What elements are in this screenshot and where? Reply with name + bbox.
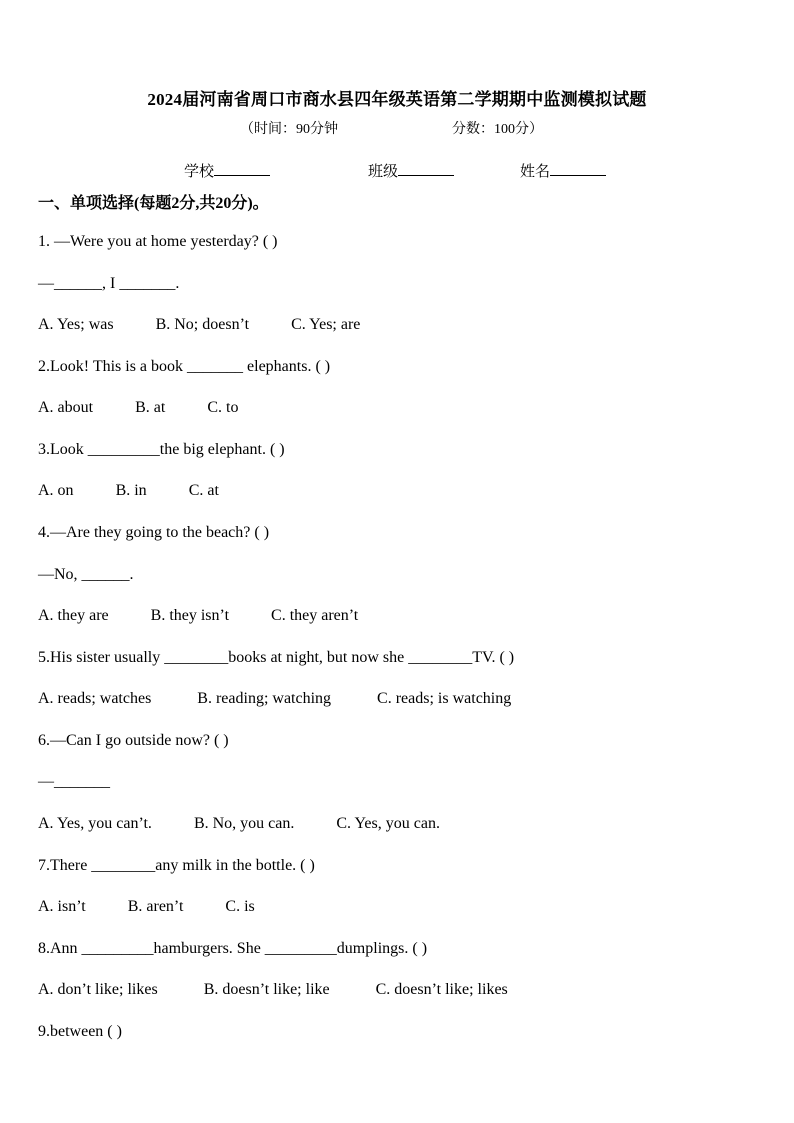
option-a: A. don’t like; likes <box>38 981 158 998</box>
option-c: C. doesn’t like; likes <box>375 981 508 998</box>
option-b: B. No; doesn’t <box>155 316 250 333</box>
option-c: C. Yes, you can. <box>336 815 440 832</box>
name-blank <box>550 161 606 176</box>
question-5-stem: 5.His sister usually ________books at night, but now she ________TV. ( ) <box>38 649 515 666</box>
question-8-options <box>38 981 550 999</box>
school-field <box>184 160 270 181</box>
question-5-options <box>38 690 553 708</box>
question-3-options <box>38 482 261 500</box>
question-1-answer-line: —______, I _______. <box>38 275 180 292</box>
question-4-answer-line: —No, ______. <box>38 566 134 583</box>
question-7-options <box>38 898 297 916</box>
option-c: C. is <box>225 898 255 915</box>
option-a: A. reads; watches <box>38 690 152 707</box>
option-c: C. they aren’t <box>271 607 359 624</box>
question-1-options <box>38 316 402 334</box>
option-a: A. Yes, you can’t. <box>38 815 152 832</box>
option-c: C. Yes; are <box>291 316 361 333</box>
question-1-stem: 1. —Were you at home yesterday? ( ) <box>38 233 278 250</box>
option-b: B. doesn’t like; like <box>203 981 330 998</box>
option-c: C. to <box>207 399 239 416</box>
option-b: B. aren’t <box>127 898 184 915</box>
class-field <box>368 160 454 181</box>
exam-score: 分数：100分） <box>452 122 543 137</box>
question-4-options <box>38 607 400 625</box>
option-c: C. reads; is watching <box>377 690 512 707</box>
school-blank <box>214 161 270 176</box>
option-b: B. at <box>135 399 166 416</box>
question-9-stem: 9.between ( ) <box>38 1023 122 1040</box>
option-a: A. about <box>38 399 94 416</box>
option-b: B. they isn’t <box>150 607 230 624</box>
question-4-stem: 4.—Are they going to the beach? ( ) <box>38 524 270 541</box>
section-heading: 一、单项选择(每题2分,共20分)。 <box>38 195 269 212</box>
option-b: B. reading; watching <box>197 690 332 707</box>
question-6-answer-line: —_______ <box>38 773 110 790</box>
option-b: B. No, you can. <box>193 815 295 832</box>
question-3-stem: 3.Look _________the big elephant. ( ) <box>38 441 285 458</box>
name-field <box>520 160 606 181</box>
option-a: A. on <box>38 482 74 499</box>
question-2-options <box>38 399 280 417</box>
class-blank <box>398 161 454 176</box>
option-a: A. they are <box>38 607 109 624</box>
option-a: A. Yes; was <box>38 316 114 333</box>
exam-title: 2024届河南省周口市商水县四年级英语第二学期期中监测模拟试题 <box>147 90 647 109</box>
class-label: 班级 <box>368 164 399 180</box>
option-b: B. in <box>115 482 147 499</box>
question-2-stem: 2.Look! This is a book _______ elephants. ( ) <box>38 358 331 375</box>
option-c: C. at <box>188 482 219 499</box>
question-6-stem: 6.—Can I go outside now? ( ) <box>38 732 229 749</box>
name-label: 姓名 <box>520 164 551 180</box>
question-8-stem: 8.Ann _________hamburgers. She _________dumplings. ( ) <box>38 940 428 957</box>
question-7-stem: 7.There ________any milk in the bottle. ( ) <box>38 857 315 874</box>
question-6-options <box>38 815 482 833</box>
option-a: A. isn’t <box>38 898 86 915</box>
exam-time: （时间：90分钟 <box>240 122 338 137</box>
school-label: 学校 <box>184 164 215 180</box>
